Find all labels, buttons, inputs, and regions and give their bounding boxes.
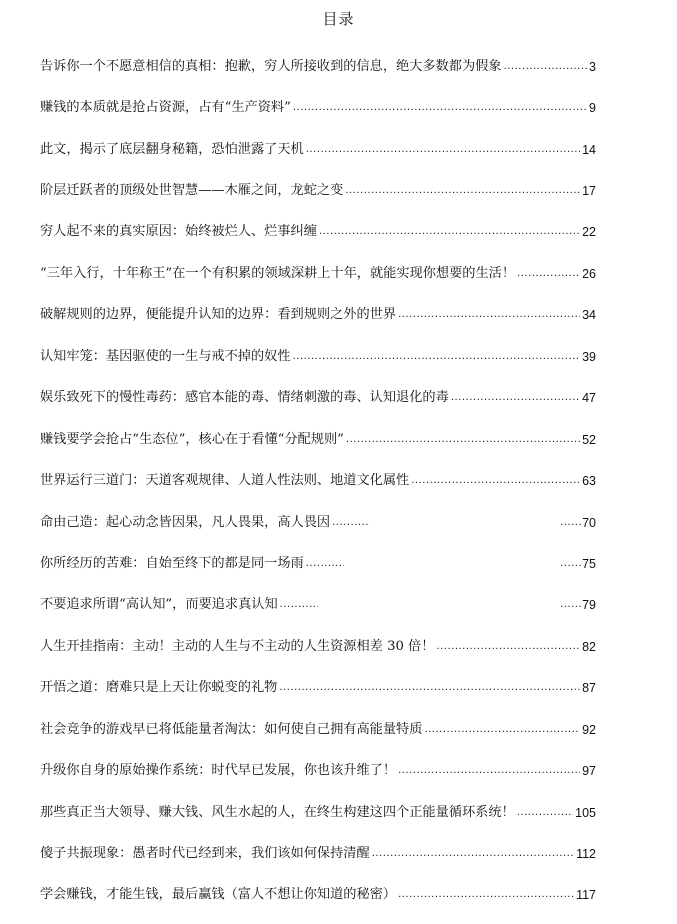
toc-entry[interactable] bbox=[40, 502, 596, 543]
toc-entry-title: 破解规则的边界，便能提升认知的边界：看到规则之外的世界 bbox=[40, 307, 397, 323]
dot-leader bbox=[451, 390, 580, 406]
dot-leader bbox=[398, 307, 580, 323]
dot-leader bbox=[332, 515, 370, 531]
toc-entry[interactable] bbox=[40, 46, 596, 87]
dot-leader bbox=[560, 597, 582, 613]
toc-page-number: 75 bbox=[582, 556, 596, 571]
toc-page-number: 47 bbox=[582, 391, 596, 406]
toc-page-number: 52 bbox=[582, 432, 596, 447]
toc-entry-title: 那些真正当大领导、赚大钱、风生水起的人，在终生构建这四个正能量循环系统！ bbox=[40, 804, 515, 820]
dot-leader bbox=[293, 100, 587, 116]
toc-page-number: 9 bbox=[589, 101, 596, 116]
toc-page-number: 112 bbox=[576, 847, 596, 862]
toc-page-number: 39 bbox=[582, 349, 596, 364]
toc-entry[interactable] bbox=[40, 378, 596, 419]
toc-entry[interactable] bbox=[40, 585, 596, 626]
toc-page-number: 92 bbox=[582, 722, 596, 737]
toc-entry-title: 人生开挂指南：主动！主动的人生与不主动的人生资源相差 30 倍！ bbox=[40, 638, 435, 654]
toc-page-number: 105 bbox=[575, 805, 596, 820]
dot-leader bbox=[436, 639, 580, 655]
toc-page-number: 22 bbox=[582, 225, 596, 240]
dot-leader bbox=[279, 680, 580, 696]
toc-page-number: 70 bbox=[582, 515, 596, 530]
toc-page-number: 34 bbox=[582, 308, 596, 323]
toc-page-number: 87 bbox=[582, 681, 596, 696]
toc-entry-title: 你所经历的苦难：自始至终下的都是同一场雨 bbox=[40, 555, 304, 571]
toc-page-number: 79 bbox=[582, 598, 596, 613]
dot-leader bbox=[306, 142, 580, 158]
dot-leader bbox=[345, 183, 580, 199]
toc-entry[interactable] bbox=[40, 170, 596, 211]
toc-page-number: 14 bbox=[582, 142, 596, 157]
toc-entry-title: 赚钱要学会抢占“生态位”，核心在于看懂“分配规则” bbox=[40, 431, 344, 447]
toc-entry[interactable] bbox=[40, 543, 596, 584]
toc-page-number: 82 bbox=[582, 639, 596, 654]
dot-leader bbox=[398, 763, 580, 779]
toc-entry[interactable] bbox=[40, 460, 596, 501]
dot-leader bbox=[517, 805, 573, 821]
dot-leader bbox=[346, 432, 580, 448]
toc-entry-title: 升级你自身的原始操作系统：时代早已发展，你也该升维了！ bbox=[40, 763, 397, 779]
dot-leader bbox=[398, 887, 574, 903]
toc-entry-title: 不要追求所谓“高认知”，而要追求真认知 bbox=[40, 597, 278, 613]
toc-page-number: 26 bbox=[582, 266, 596, 281]
toc-entry[interactable] bbox=[40, 668, 596, 709]
dot-leader bbox=[517, 266, 580, 282]
toc-entry[interactable] bbox=[40, 750, 596, 791]
dot-leader bbox=[424, 722, 580, 738]
toc-entry[interactable] bbox=[40, 875, 596, 916]
dot-leader bbox=[280, 597, 318, 613]
dot-leader bbox=[293, 349, 581, 365]
toc-entry[interactable] bbox=[40, 833, 596, 874]
toc-entry-title: 社会竞争的游戏早已将低能量者淘汰：如何使自己拥有高能量特质 bbox=[40, 721, 423, 737]
toc-entry-title: “三年入行，十年称王”在一个有积累的领域深耕上十年，就能实现你想要的生活！ bbox=[40, 265, 516, 281]
toc-entry-title: 命由己造：起心动念皆因果，凡人畏果，高人畏因 bbox=[40, 514, 331, 530]
toc-page-number: 97 bbox=[582, 764, 596, 779]
toc-entry-title: 此文，揭示了底层翻身秘籍，恐怕泄露了天机 bbox=[40, 141, 304, 157]
toc-entry-title: 赚钱的本质就是抢占资源，占有“生产资料” bbox=[40, 100, 291, 116]
toc-title: 目录 bbox=[322, 10, 355, 28]
dot-leader bbox=[319, 224, 580, 240]
toc-entry-title: 傻子共振现象：愚者时代已经到来，我们该如何保持清醒 bbox=[40, 846, 370, 862]
toc-page-number: 63 bbox=[582, 474, 596, 489]
toc-entry[interactable] bbox=[40, 129, 596, 170]
dot-leader bbox=[504, 59, 587, 75]
toc-entry-title: 开悟之道：磨难只是上天让你蜕变的礼物 bbox=[40, 680, 278, 696]
toc-entry[interactable] bbox=[40, 336, 596, 377]
toc-entry-title: 告诉你一个不愿意相信的真相：抱歉，穷人所接收到的信息，绝大多数都为假象 bbox=[40, 58, 502, 74]
dot-leader bbox=[560, 556, 582, 572]
toc-entry-title: 穷人起不来的真实原因：始终被烂人、烂事纠缠 bbox=[40, 224, 317, 240]
toc-entry[interactable] bbox=[40, 253, 596, 294]
toc-entry[interactable] bbox=[40, 709, 596, 750]
toc-entry-title: 认知牢笼：基因驱使的一生与戒不掉的奴性 bbox=[40, 348, 291, 364]
toc-entry-title: 阶层迁跃者的顶级处世智慧——木雁之间，龙蛇之变 bbox=[40, 183, 344, 199]
toc-list bbox=[40, 46, 596, 916]
dot-leader bbox=[411, 473, 580, 489]
toc-page-number: 17 bbox=[582, 184, 596, 199]
toc-entry[interactable] bbox=[40, 295, 596, 336]
toc-entry[interactable] bbox=[40, 87, 596, 128]
dot-leader bbox=[560, 515, 582, 531]
toc-entry[interactable] bbox=[40, 792, 596, 833]
toc-entry-title: 学会赚钱，才能生钱，最后赢钱（富人不想让你知道的秘密） bbox=[40, 887, 397, 903]
toc-entry-title: 娱乐致死下的慢性毒药：感官本能的毒、情绪刺激的毒、认知退化的毒 bbox=[40, 390, 449, 406]
toc-entry-title: 世界运行三道门：天道客观规律、人道人性法则、地道文化属性 bbox=[40, 473, 410, 489]
dot-leader bbox=[372, 846, 574, 862]
toc-entry[interactable] bbox=[40, 212, 596, 253]
toc-entry[interactable] bbox=[40, 626, 596, 667]
toc-page-number: 117 bbox=[576, 888, 596, 903]
toc-entry[interactable] bbox=[40, 419, 596, 460]
dot-leader bbox=[306, 556, 344, 572]
toc-page-number: 3 bbox=[589, 59, 596, 74]
